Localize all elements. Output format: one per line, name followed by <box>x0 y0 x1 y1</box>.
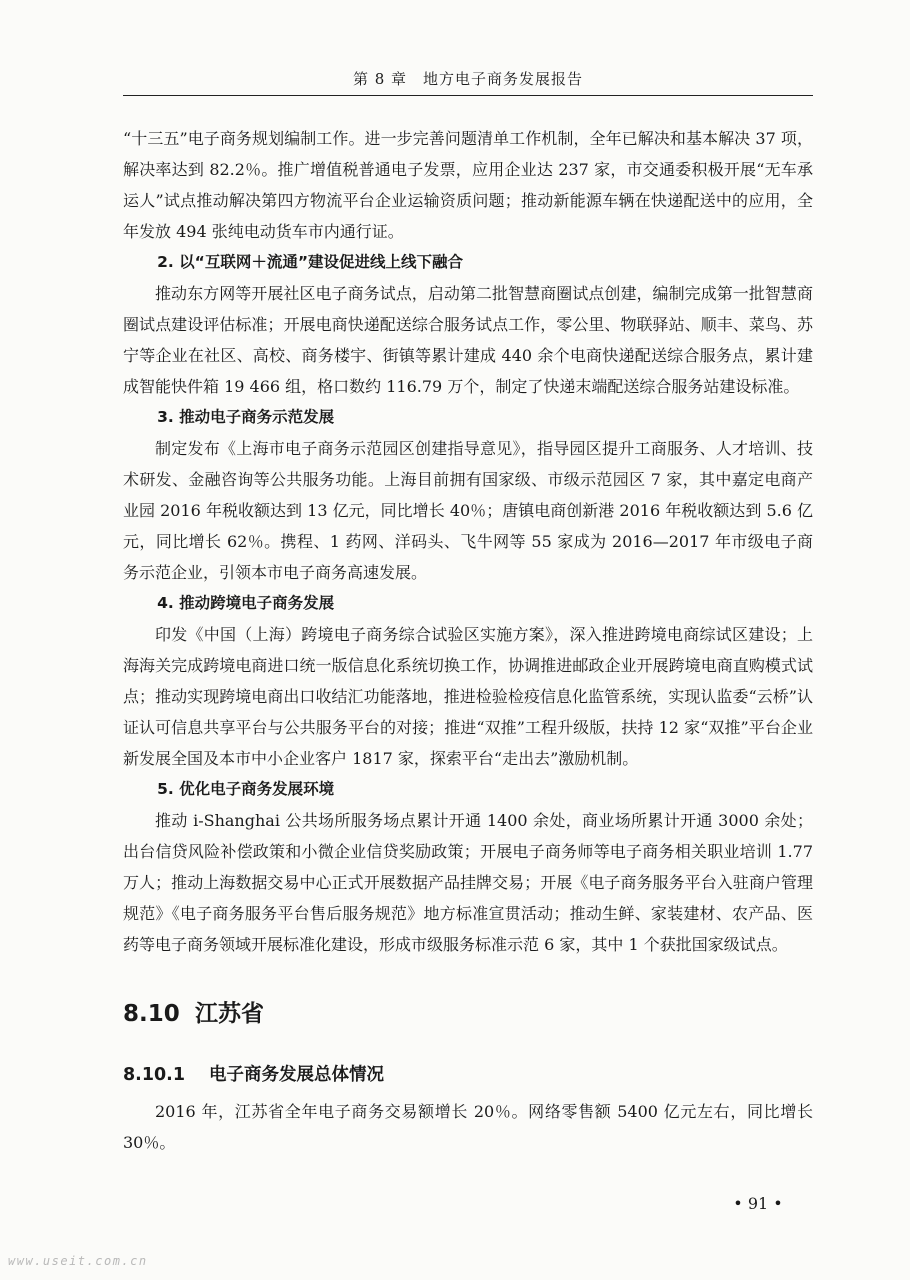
paragraph-item-5: 推动 i-Shanghai 公共场所服务场点累计开通 1400 余处，商业场所累计开通 3000 余处；出台信贷风险补偿政策和小微企业信贷奖励政策；开展电子商务师等电子商务相关职业培训 1.77 万人；推动上海数据交易中心正式开展数据产品挂牌交易；开展《电子商务服务平台入驻商户管理规范》《电子商务服务平台售后服务规范》地方标准宣贯活动；推动生鲜、家装建材、农产品、医药等电子商务领域开展标准化建设，形成市级服务标准示范 6 家，其中 1 个获批国家级试点。 <box>123 811 813 954</box>
watermark: www.useit.com.cn <box>8 1254 148 1268</box>
heading-item-5: 5. 优化电子商务发展环境 <box>157 780 335 798</box>
paragraph-item-3: 制定发布《上海市电子商务示范园区创建指导意见》，指导园区提升工商服务、人才培训、技术研发、金融咨询等公共服务功能。上海目前拥有国家级、市级示范园区 7 家，其中嘉定电商产业园 2016 年税收额达到 13 亿元，同比增长 40％；唐镇电商创新港 2016 年税收额达到 5.6 亿元，同比增长 62％。携程、1 药网、洋码头、飞牛网等 55 家成为 2016—2017 年市级电子商务示范企业，引领本市电子商务高速发展。 <box>123 439 813 582</box>
section-number: 8.10 <box>123 1001 180 1027</box>
heading-item-2: 2. 以“互联网＋流通”建设促进线上线下融合 <box>157 253 464 271</box>
paragraph-continuation: “十三五”电子商务规划编制工作。进一步完善问题清单工作机制，全年已解决和基本解决 37 项，解决率达到 82.2％。推广增值税普通电子发票，应用企业达 237 家，市交通委积极开展“无车承运人”试点推动解决第四方物流平台企业运输资质问题；推动新能源车辆在快递配送中的应用，全年发放 494 张纯电动货车市内通行证。 <box>123 129 813 241</box>
page-number: • 91 • <box>733 1194 783 1213</box>
subsection-number: 8.10.1 <box>123 1065 186 1085</box>
page-content <box>123 123 813 1158</box>
running-header: 第 8 章 地方电子商务发展报告 <box>352 70 584 88</box>
section-title: 江苏省 <box>195 1001 264 1027</box>
heading-item-3: 3. 推动电子商务示范发展 <box>157 408 335 426</box>
paragraph-item-2: 推动东方网等开展社区电子商务试点，启动第二批智慧商圈试点创建，编制完成第一批智慧商圈试点建设评估标准；开展电商快递配送综合服务试点工作，零公里、物联驿站、顺丰、菜鸟、苏宁等企业在社区、高校、商务楼宇、街镇等累计建成 440 余个电商快递配送综合服务点，累计建成智能快件箱 19 466 组，格口数约 116.79 万个，制定了快递末端配送综合服务站建设标准。 <box>123 284 813 396</box>
heading-item-4: 4. 推动跨境电子商务发展 <box>157 594 335 612</box>
paragraph-item-4: 印发《中国（上海）跨境电子商务综合试验区实施方案》，深入推进跨境电商综试区建设；上海海关完成跨境电商进口统一版信息化系统切换工作，协调推进邮政企业开展跨境电商直购模式试点；推动实现跨境电商出口收结汇功能落地，推进检验检疫信息化监管系统，实现认监委“云桥”认证认可信息共享平台与公共服务平台的对接；推进“双推”工程升级版，扶持 12 家“双推”平台企业新发展全国及本市中小企业客户 1817 家，探索平台“走出去”激励机制。 <box>123 625 813 768</box>
paragraph-jiangsu-overview: 2016 年，江苏省全年电子商务交易额增长 20％。网络零售额 5400 亿元左右，同比增长 30％。 <box>123 1102 813 1152</box>
header-rule <box>123 95 813 96</box>
subsection-heading <box>123 1060 813 1090</box>
subsection-title: 电子商务发展总体情况 <box>209 1065 384 1085</box>
section-heading <box>123 994 813 1034</box>
